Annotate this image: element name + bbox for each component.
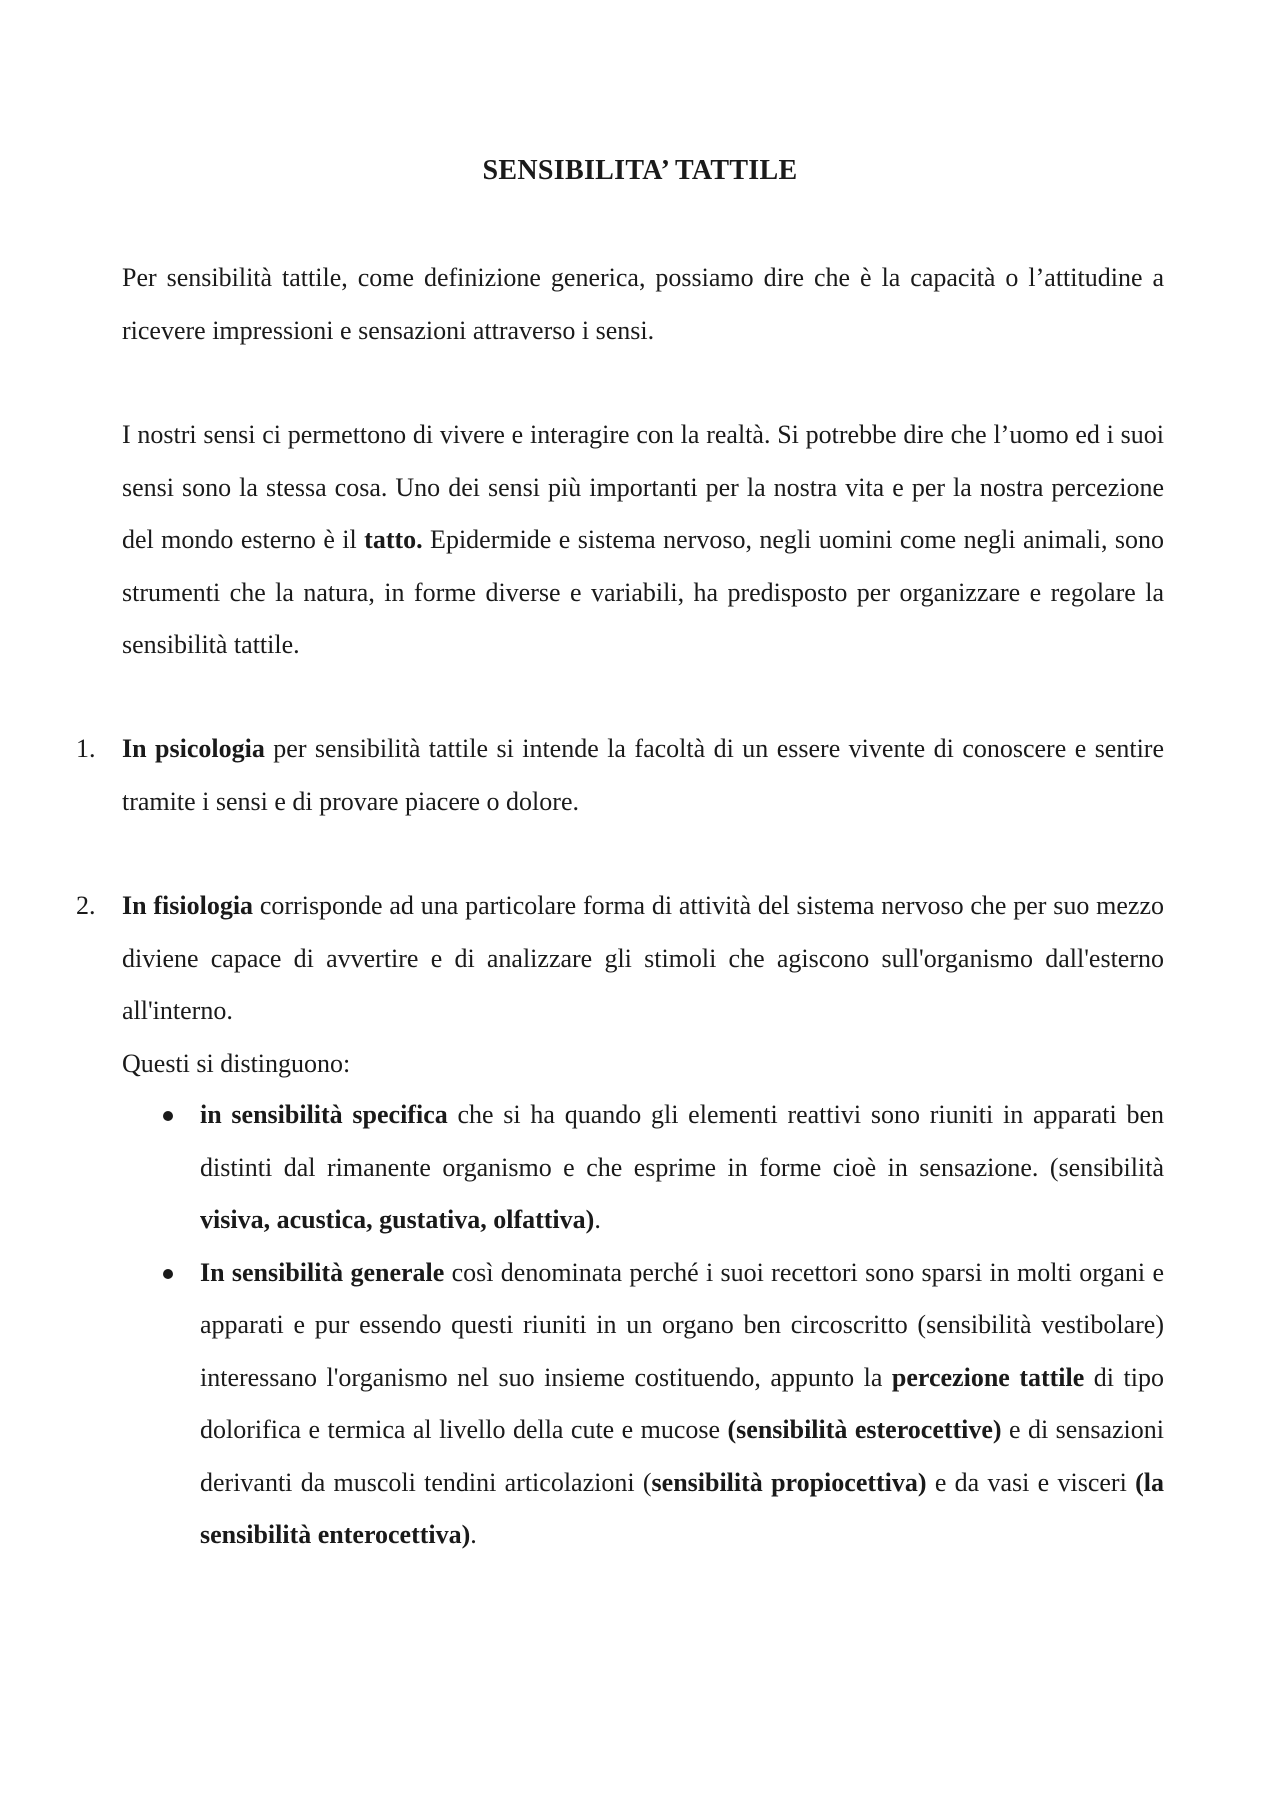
bullet-item-generale — [200, 1247, 1164, 1562]
intro-paragraph-1: Per sensibilità tattile, come definizione generica, possiamo dire che è la capacità o l’attitudine a ricevere impressioni e sensazioni attraverso i sensi. — [122, 263, 1164, 345]
bullet-bold: sensibilità propiocettiva) — [651, 1467, 927, 1497]
bullet-bold: visiva, acustica, gustativa, olfattiva) — [200, 1205, 595, 1234]
list-subintro: Questi si distinguono: — [122, 1048, 351, 1078]
bullet-item-specifica — [200, 1089, 1164, 1247]
list-item-text: per sensibilità tattile si intende la facoltà di un essere vivente di conoscere e sentire tramite i sensi e di provare piacere o dolore. — [122, 734, 1164, 816]
list-item-fisiologia — [76, 880, 1165, 1090]
bullet-text: . — [594, 1205, 601, 1234]
bullet-text: così denominata perché i suoi recettori sono sparsi in molti organi e apparati e pur essendo questi riuniti in un organo ben circoscritto (sensibilità vestibolare) interessano l'organismo nel suo insieme costituendo, appunto la — [200, 1257, 1165, 1392]
bullet-text: che si ha quando gli elementi reattivi sono riuniti in apparati ben distinti dal rimanente organismo e che esprime in forme cioè in sensazione. (sensibilità — [200, 1100, 1164, 1182]
intro-paragraph-2-text-a: I nostri sensi ci permettono di vivere e interagire con la realtà. Si potrebbe dire che l’uomo ed i suoi sensi sono la stessa cosa. Uno dei sensi più importanti per la nostra vita e per la nostra percezione del mondo esterno è il — [122, 420, 1164, 554]
list-item-bold: In psicologia — [122, 734, 265, 763]
bullet-text: e di sensazioni derivanti da muscoli tendini articolazioni ( — [200, 1415, 1164, 1497]
bullet-bold: in sensibilità specifica — [200, 1100, 448, 1129]
page-title: SENSIBILITA’ TATTILE — [482, 155, 798, 186]
bullet-icon — [163, 1269, 173, 1279]
intro-paragraph-2 — [122, 409, 1164, 672]
bullet-text: . — [470, 1520, 477, 1549]
list-number: 1. — [76, 734, 96, 763]
list-number: 2. — [76, 891, 96, 920]
intro-paragraph-2-text-b: Epidermide e sistema nervoso, negli uomini come negli animali, sono strumenti che la natura, in forme diverse e variabili, ha predisposto per organizzare e regolare la sensibilità tattile. — [122, 525, 1164, 659]
bullet-bold: (sensibilità esterocettive) — [727, 1415, 1002, 1444]
bullet-bold: percezione tattile — [891, 1362, 1085, 1392]
list-item-psicologia — [76, 723, 1164, 828]
intro-paragraph-2-bold: tatto. — [364, 525, 423, 554]
bullet-bold: In sensibilità generale — [200, 1257, 445, 1287]
list-item-bold: In fisiologia — [122, 891, 254, 920]
bullet-text: di tipo dolorifica e termica al livello della cute e mucose — [200, 1362, 1164, 1444]
list-item-text: corrisponde ad una particolare forma di attività del sistema nervoso che per suo mezzo diviene capace di avvertire e di analizzare gli stimoli che agiscono sull'organismo dall'esterno all'interno. — [122, 891, 1165, 1025]
bullet-text: e da vasi e visceri — [926, 1467, 1136, 1497]
bullet-icon — [163, 1111, 173, 1121]
bullet-bold: (la sensibilità enterocettiva) — [200, 1467, 1164, 1549]
bullet-list — [200, 1089, 1164, 1562]
